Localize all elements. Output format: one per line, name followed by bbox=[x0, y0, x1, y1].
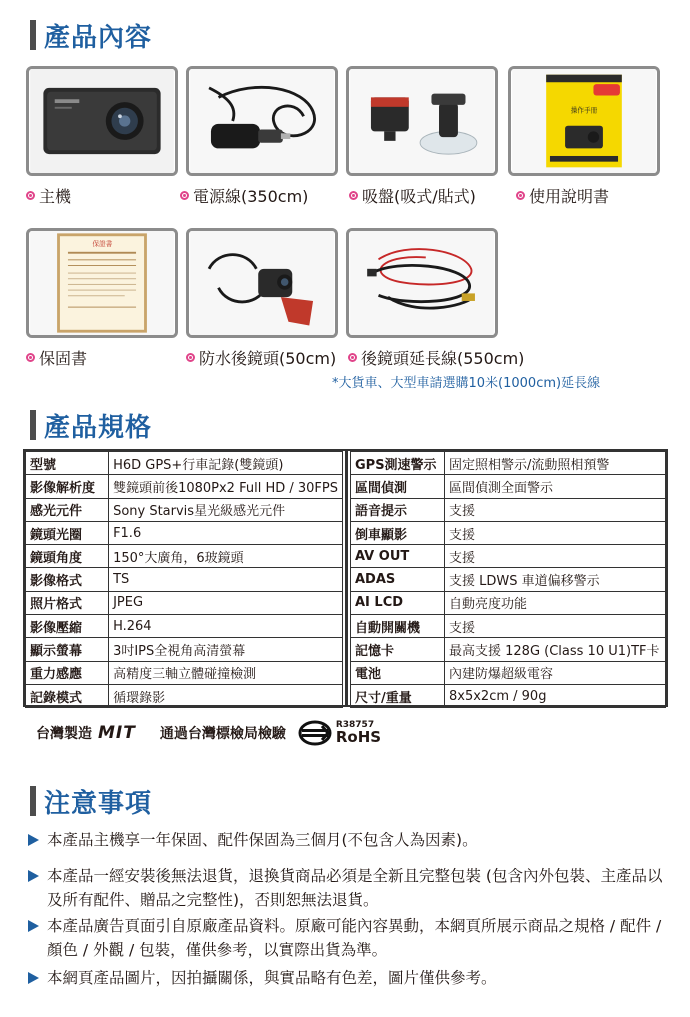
item-warranty-card: 保固書 bbox=[26, 346, 87, 369]
extension-cable-image bbox=[346, 228, 498, 338]
manual-icon bbox=[511, 69, 657, 173]
extension-cable-icon bbox=[349, 231, 495, 335]
item-main-unit: 主機 bbox=[26, 184, 71, 207]
title-bar bbox=[30, 410, 36, 440]
triangle-bullet-icon bbox=[28, 870, 39, 882]
spec-row: 影像解析度 雙鏡頭前後1080Px2 Full HD / 30FPS bbox=[26, 475, 343, 498]
spec-row: 記憶卡 最高支援 128G (Class 10 U1)TF卡 bbox=[351, 638, 666, 661]
spec-table-left bbox=[25, 451, 343, 708]
svg-text:操作手冊: 操作手冊 bbox=[570, 106, 598, 115]
triangle-bullet-icon bbox=[28, 834, 39, 846]
triangle-bullet-icon bbox=[28, 972, 39, 984]
dashcam-icon bbox=[29, 69, 175, 173]
certification-row bbox=[36, 718, 381, 748]
rohs-number: R38757 bbox=[335, 720, 375, 730]
bullet-icon bbox=[349, 191, 358, 200]
spec-row: 鏡頭角度 150°大廣角，6玻鏡頭 bbox=[26, 545, 343, 568]
mit-logo: MIT bbox=[98, 723, 136, 743]
suction-mount-icon bbox=[349, 69, 495, 173]
rear-camera-image bbox=[186, 228, 338, 338]
power-cable-icon bbox=[189, 69, 335, 173]
suction-mount-image bbox=[346, 66, 498, 176]
item-manual: 使用說明書 bbox=[516, 184, 609, 207]
manual-image bbox=[508, 66, 660, 176]
spec-row: 尺寸/重量 8x5x2cm / 90g bbox=[351, 684, 666, 707]
spec-row: 記錄模式 循環錄影 bbox=[26, 684, 343, 707]
spec-row: GPS測速警示 固定照相警示/流動照相預警 bbox=[351, 452, 666, 475]
spec-row: 感光元件 Sony Starvis星光級感光元件 bbox=[26, 498, 343, 521]
spec-row: 顯示螢幕 3吋IPS全視角高清螢幕 bbox=[26, 638, 343, 661]
spec-row: 影像格式 TS bbox=[26, 568, 343, 591]
item-extension-cable: 後鏡頭延長線(550cm) bbox=[348, 346, 524, 369]
notice-item: 本產品廣告頁面引自原廠產品資料。原廠可能內容異動，本網頁所展示商品之規格 / 配件 / 顏色 / 外觀 / 包裝，僅供參考，以實際出貨為準。 bbox=[28, 914, 668, 962]
warranty-card-image bbox=[26, 228, 178, 338]
spec-row: ADAS 支援 LDWS 車道偏移警示 bbox=[351, 568, 666, 591]
spec-table-right bbox=[350, 451, 666, 708]
item-rear-camera: 防水後鏡頭(50cm) bbox=[186, 346, 336, 369]
title-bar bbox=[30, 786, 36, 816]
triangle-bullet-icon bbox=[28, 920, 39, 932]
notice-item: 本產品主機享一年保固、配件保固為三個月(不包含人為因素)。 bbox=[28, 828, 668, 852]
bullet-icon bbox=[186, 353, 195, 362]
rear-camera-icon bbox=[189, 231, 335, 335]
notice-item: 本網頁產品圖片，因拍攝關係，與實品略有色差，圖片僅供參考。 bbox=[28, 966, 668, 990]
rohs-label: RoHS bbox=[335, 728, 382, 746]
spec-row: 照片格式 JPEG bbox=[26, 591, 343, 614]
spec-row: 自動開關機 支援 bbox=[351, 615, 666, 638]
bullet-icon bbox=[26, 191, 35, 200]
spec-row: 倒車顯影 支援 bbox=[351, 521, 666, 544]
spec-divider bbox=[345, 449, 348, 707]
power-cable-image bbox=[186, 66, 338, 176]
spec-row: AV OUT 支援 bbox=[351, 545, 666, 568]
item-power-cable: 電源線(350cm) bbox=[180, 184, 308, 207]
item-suction-mount: 吸盤(吸式/貼式) bbox=[349, 184, 476, 207]
spec-row: 電池 內建防爆超級電容 bbox=[351, 661, 666, 684]
bullet-icon bbox=[516, 191, 525, 200]
bullet-icon bbox=[180, 191, 189, 200]
notice-item: 本產品一經安裝後無法退貨，退換貨商品必須是全新且完整包裝 (包含內外包裝、主產品以及所有配件、贈品之完整性)，否則恕無法退貨。 bbox=[28, 864, 668, 912]
bullet-icon bbox=[348, 353, 357, 362]
made-in-taiwan: 台灣製造 bbox=[36, 726, 92, 742]
rohs-mark bbox=[298, 720, 381, 746]
spec-row: 語音提示 支援 bbox=[351, 498, 666, 521]
truck-note: *大貨車、大型車請選購10米(1000cm)延長線 bbox=[332, 376, 601, 391]
spec-row: 影像壓縮 H.264 bbox=[26, 615, 343, 638]
spec-row: 型號 H6D GPS+行車記錄(雙鏡頭) bbox=[26, 452, 343, 475]
notice-title: 注意事項 bbox=[30, 784, 152, 818]
svg-text:保證書: 保證書 bbox=[92, 240, 113, 249]
contents-title: 產品內容 bbox=[30, 18, 152, 52]
bsmi-text: 通過台灣標檢局檢驗 bbox=[159, 726, 286, 742]
spec-row: 重力感應 高精度三軸立體碰撞檢測 bbox=[26, 661, 343, 684]
spec-title: 產品規格 bbox=[30, 408, 152, 442]
bsmi-icon bbox=[298, 720, 332, 746]
title-bar bbox=[30, 20, 36, 50]
spec-row: 鏡頭光圈 F1.6 bbox=[26, 521, 343, 544]
warranty-card-icon bbox=[29, 231, 175, 335]
bullet-icon bbox=[26, 353, 35, 362]
main-unit-image bbox=[26, 66, 178, 176]
spec-row: AI LCD 自動亮度功能 bbox=[351, 591, 666, 614]
spec-row: 區間偵測 區間偵測全面警示 bbox=[351, 475, 666, 498]
